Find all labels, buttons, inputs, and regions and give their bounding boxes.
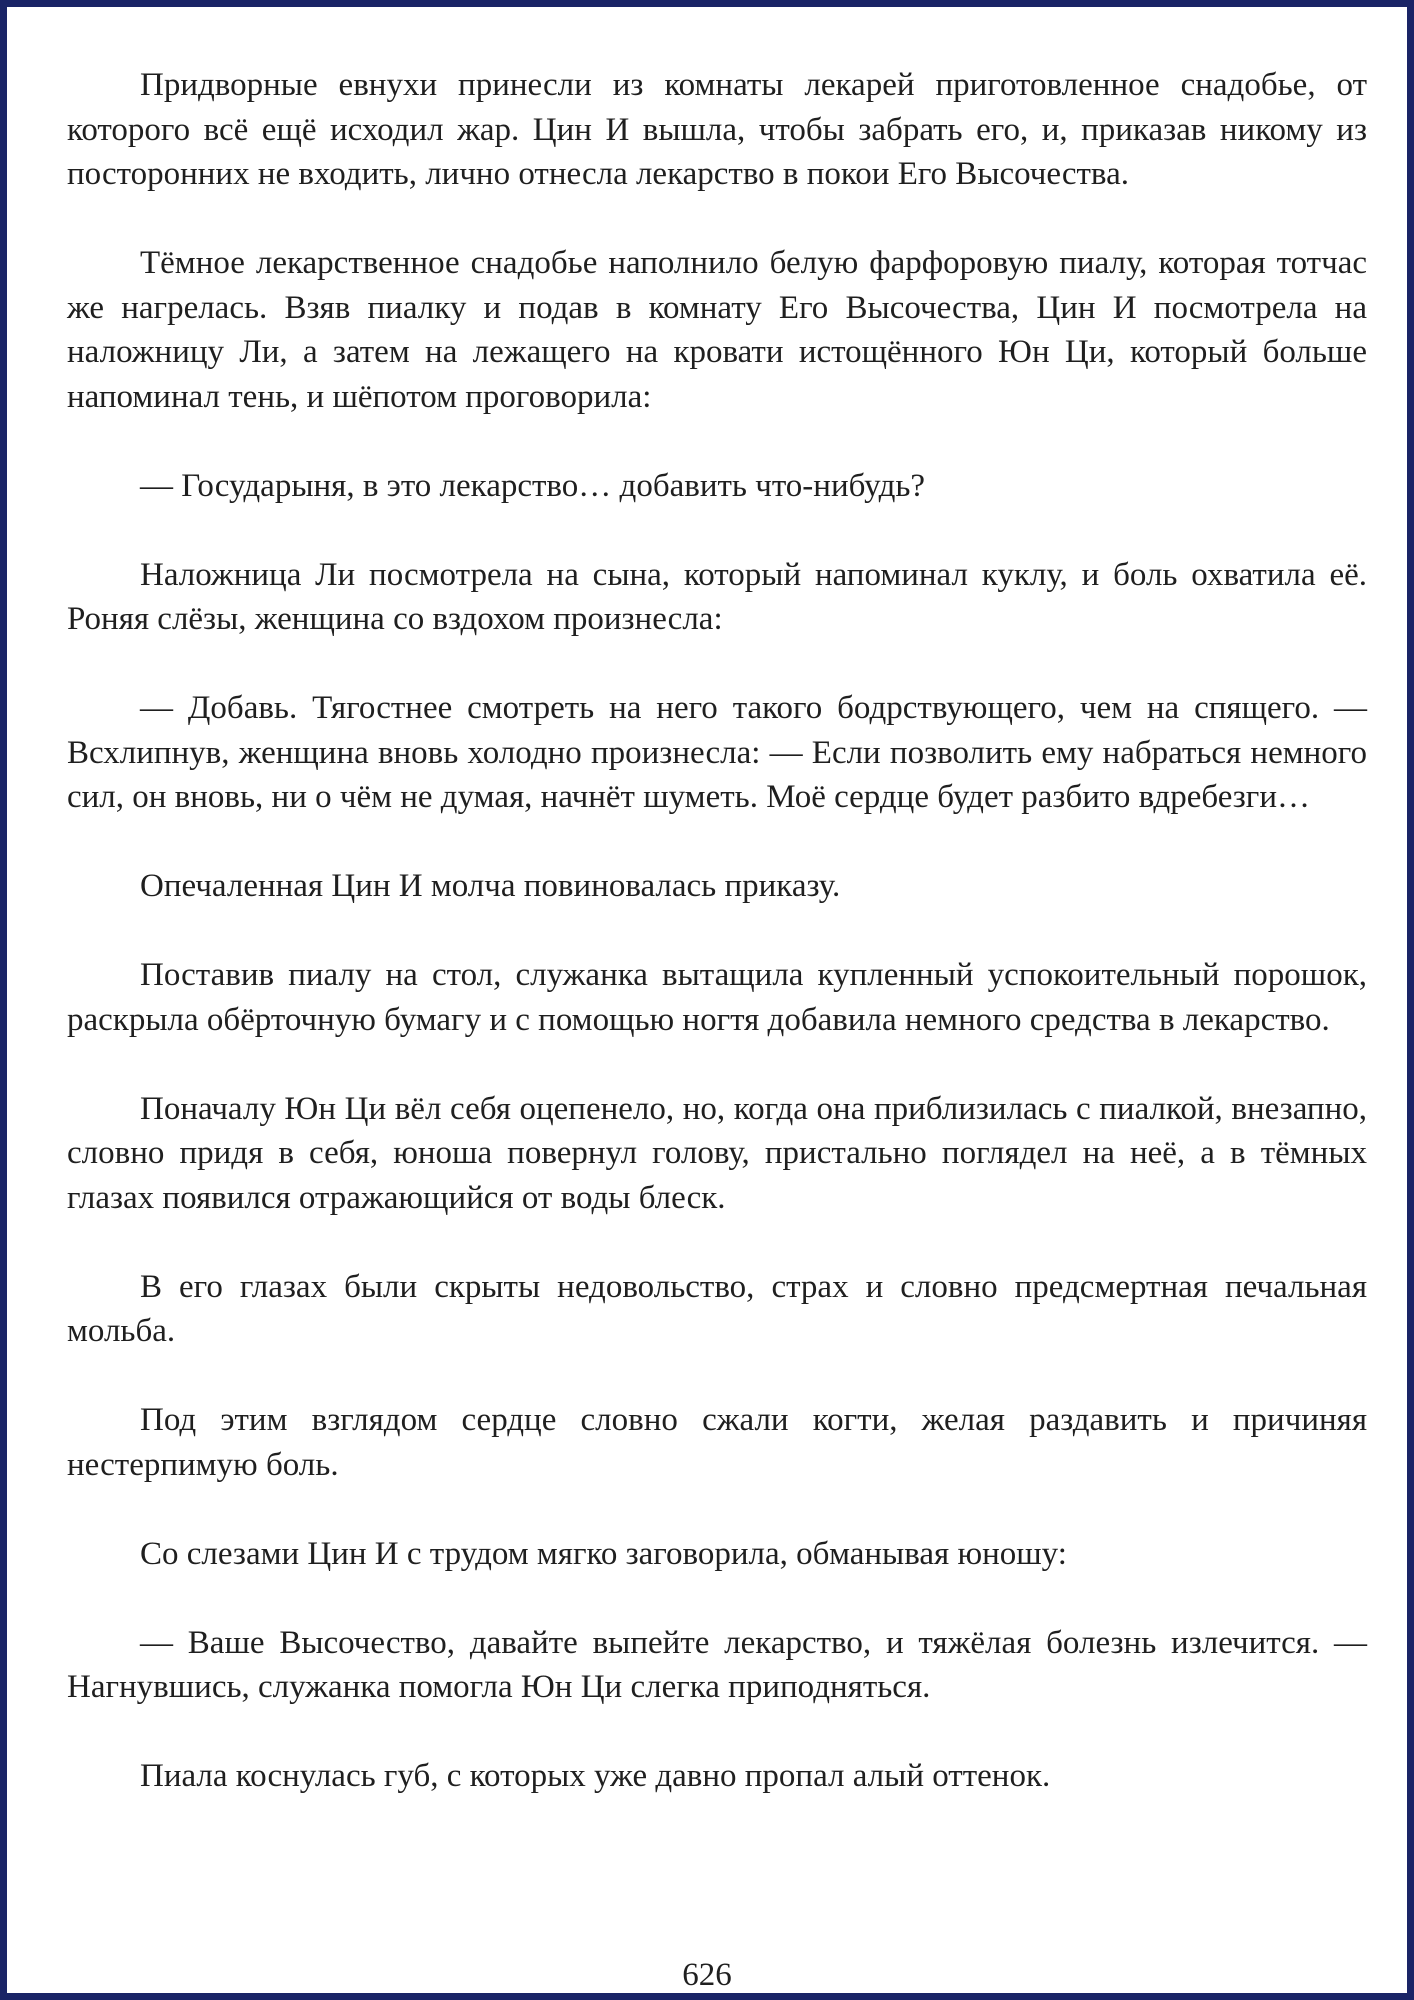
paragraph: Поначалу Юн Ци вёл себя оцепенело, но, когда она приблизилась с пиалкой, внезапно, словно придя в себя, юноша повернул голову, пристально поглядел на неё, а в тёмных глазах появился отражающийся от воды блеск. [67, 1090, 1367, 1216]
paragraph: — Добавь. Тягостнее смотреть на него такого бодрствующего, чем на спящего. — Всхлипнув, женщина вновь холодно произнесла: — Если позволить ему набраться немного сил, он вновь, ни о чём не думая, начнёт шуметь. Моё сердце будет разбито вдребезги… [67, 690, 1367, 815]
paragraph: Тёмное лекарственное снадобье наполнило белую фарфоровую пиалу, которая тотчас же нагрелась. Взяв пиалку и подав в комнату Его Высочества, Цин И посмотрела на наложницу Ли, а затем на лежащего на кровати истощённого Юн Ци, который больше напоминал тень, и шёпотом проговорила: [67, 245, 1367, 415]
paragraph: — Государыня, в это лекарство… добавить что-нибудь? [140, 467, 926, 504]
paragraph: Опечаленная Цин И молча повиновалась приказу. [140, 868, 841, 904]
page-body [67, 63, 1367, 1799]
paragraph: — Ваше Высочество, давайте выпейте лекарство, и тяжёлая болезнь излечится. — Нагнувшись, служанка помогла Юн Ци слегка приподняться. [67, 1624, 1367, 1705]
paragraph: В его глазах были скрыты недовольство, страх и словно предсмертная печальная мольба. [67, 1268, 1367, 1349]
paragraph: Пиала коснулась губ, с которых уже давно пропал алый оттенок. [140, 1758, 1051, 1794]
paragraph: Под этим взглядом сердце словно сжали когти, желая раздавить и причиняя нестерпимую боль. [67, 1402, 1367, 1483]
paragraph: Придворные евнухи принесли из комнаты лекарей приготовленное снадобье, от которого всё ещё исходил жар. Цин И вышла, чтобы забрать его, и, приказав никому из посторонних не входить, лично отнесла лекарство в покои Его Высочества. [67, 67, 1367, 192]
paragraph: Наложница Ли посмотрела на сына, который напоминал куклу, и боль охватила её. Роняя слёзы, женщина со вздохом произнесла: [67, 556, 1367, 637]
paragraph: Поставив пиалу на стол, служанка вытащила купленный успокоительный порошок, раскрыла обёрточную бумагу и с помощью ногтя добавила немного средства в лекарство. [67, 957, 1367, 1038]
page-number: 626 [682, 1957, 732, 1993]
paragraph: Со слезами Цин И с трудом мягко заговорила, обманывая юношу: [140, 1535, 1067, 1572]
